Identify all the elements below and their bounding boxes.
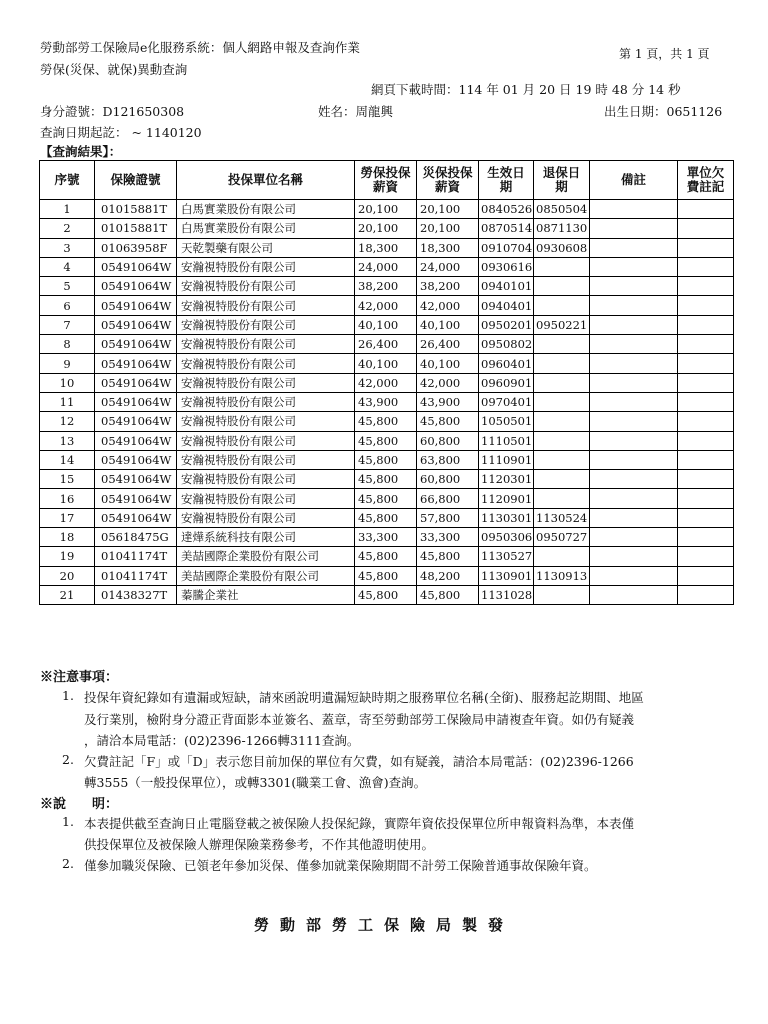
cell-index: 10 xyxy=(40,373,95,392)
table-row xyxy=(40,528,734,547)
note-1-line-1: 投保年資紀錄如有遺漏或短缺，請來函說明遺漏短缺時期之服務單位名稱(全銜)、服務起訖期間、地區 xyxy=(84,690,644,705)
cell-withdraw-date xyxy=(534,450,590,469)
cell-effective-date: 0960901 xyxy=(479,373,534,392)
insured-name: 姓名：周龍興 xyxy=(318,104,394,119)
cell-disaster-salary: 20,100 xyxy=(417,200,479,219)
cell-labor-salary: 42,000 xyxy=(355,373,417,392)
cell-effective-date: 1130301 xyxy=(479,508,534,527)
download-time: 網頁下載時間：114 年 01 月 20 日 19 時 48 分 14 秒 xyxy=(371,82,681,97)
cell-arrears xyxy=(678,354,734,373)
table-row xyxy=(40,335,734,354)
cell-disaster-salary: 66,800 xyxy=(417,489,479,508)
table-row xyxy=(40,566,734,585)
cell-employer: 安瀚視特股份有限公司 xyxy=(177,392,355,411)
cell-index: 16 xyxy=(40,489,95,508)
cell-insurance-no: 05491064W xyxy=(95,373,177,392)
cell-employer: 白馬實業股份有限公司 xyxy=(177,200,355,219)
cell-index: 13 xyxy=(40,431,95,450)
cell-arrears xyxy=(678,238,734,257)
cell-withdraw-date xyxy=(534,392,590,411)
explain-1-line-1: 本表提供截至查詢日止電腦登載之被保險人投保紀錄，實際年資依投保單位所申報資料為準，本表僅 xyxy=(84,816,635,831)
page-info: 第 1 頁，共 1 頁 xyxy=(619,47,710,61)
cell-labor-salary: 45,800 xyxy=(355,585,417,604)
table-row xyxy=(40,547,734,566)
col-header-insurance-no: 保險證號 xyxy=(95,161,177,200)
cell-labor-salary: 24,000 xyxy=(355,257,417,276)
cell-effective-date: 1130527 xyxy=(479,547,534,566)
cell-withdraw-date xyxy=(534,354,590,373)
cell-effective-date: 1130901 xyxy=(479,566,534,585)
cell-employer: 安瀚視特股份有限公司 xyxy=(177,257,355,276)
cell-effective-date: 1120301 xyxy=(479,470,534,489)
cell-employer: 美喆國際企業股份有限公司 xyxy=(177,566,355,585)
cell-remark xyxy=(590,354,678,373)
cell-labor-salary: 33,300 xyxy=(355,528,417,547)
cell-employer: 安瀚視特股份有限公司 xyxy=(177,296,355,315)
cell-employer: 安瀚視特股份有限公司 xyxy=(177,470,355,489)
cell-effective-date: 0940401 xyxy=(479,296,534,315)
cell-arrears xyxy=(678,412,734,431)
col-header-labor-salary xyxy=(355,161,417,200)
cell-index: 14 xyxy=(40,450,95,469)
cell-effective-date: 0840526 xyxy=(479,200,534,219)
cell-employer: 蓁騰企業社 xyxy=(177,585,355,604)
cell-arrears xyxy=(678,547,734,566)
cell-labor-salary: 45,800 xyxy=(355,450,417,469)
cell-effective-date: 0870514 xyxy=(479,219,534,238)
cell-withdraw-date xyxy=(534,547,590,566)
table-row xyxy=(40,219,734,238)
cell-arrears xyxy=(678,450,734,469)
cell-arrears xyxy=(678,392,734,411)
cell-index: 3 xyxy=(40,238,95,257)
cell-remark xyxy=(590,450,678,469)
cell-employer: 天乾製藥有限公司 xyxy=(177,238,355,257)
col-header-disaster-salary xyxy=(417,161,479,200)
cell-remark xyxy=(590,431,678,450)
cell-index: 1 xyxy=(40,200,95,219)
cell-labor-salary: 20,100 xyxy=(355,200,417,219)
cell-index: 5 xyxy=(40,277,95,296)
cell-disaster-salary: 40,100 xyxy=(417,354,479,373)
cell-index: 15 xyxy=(40,470,95,489)
cell-remark xyxy=(590,335,678,354)
id-number: 身分證號：D121650308 xyxy=(40,104,185,119)
cell-insurance-no: 01041174T xyxy=(95,566,177,585)
note-2-line-2: 轉3555（一般投保單位），或轉3301(職業工會、漁會)查詢。 xyxy=(84,775,427,790)
table-row xyxy=(40,508,734,527)
cell-disaster-salary: 42,000 xyxy=(417,373,479,392)
table-row xyxy=(40,489,734,508)
cell-index: 9 xyxy=(40,354,95,373)
cell-withdraw-date xyxy=(534,470,590,489)
cell-arrears xyxy=(678,335,734,354)
issuer-footer: 勞動部勞工保險局製發 xyxy=(253,916,514,934)
cell-withdraw-date xyxy=(534,296,590,315)
cell-disaster-salary: 42,000 xyxy=(417,296,479,315)
cell-employer: 安瀚視特股份有限公司 xyxy=(177,412,355,431)
cell-labor-salary: 40,100 xyxy=(355,315,417,334)
cell-arrears xyxy=(678,277,734,296)
cell-effective-date: 0910704 xyxy=(479,238,534,257)
col-header-arrears-line1: 單位欠 xyxy=(686,165,725,180)
cell-arrears xyxy=(678,219,734,238)
cell-labor-salary: 45,800 xyxy=(355,508,417,527)
cell-disaster-salary: 45,800 xyxy=(417,585,479,604)
cell-index: 11 xyxy=(40,392,95,411)
cell-remark xyxy=(590,200,678,219)
cell-labor-salary: 45,800 xyxy=(355,489,417,508)
cell-labor-salary: 26,400 xyxy=(355,335,417,354)
explain-heading: ※說 明： xyxy=(40,797,119,812)
cell-disaster-salary: 26,400 xyxy=(417,335,479,354)
col-header-employer: 投保單位名稱 xyxy=(177,161,355,200)
birth-date: 出生日期：0651126 xyxy=(604,104,723,119)
cell-insurance-no: 05491064W xyxy=(95,277,177,296)
note-1-line-2: 及行業別，檢附身分證正背面影本並簽名、蓋章，寄至勞動部勞工保險局申請複查年資。如仍有疑義 xyxy=(84,712,635,727)
cell-disaster-salary: 57,800 xyxy=(417,508,479,527)
cell-remark xyxy=(590,547,678,566)
cell-labor-salary: 20,100 xyxy=(355,219,417,238)
cell-disaster-salary: 24,000 xyxy=(417,257,479,276)
cell-effective-date: 0950201 xyxy=(479,315,534,334)
cell-insurance-no: 05491064W xyxy=(95,450,177,469)
cell-insurance-no: 05491064W xyxy=(95,335,177,354)
cell-employer: 白馬實業股份有限公司 xyxy=(177,219,355,238)
col-header-disaster-salary-line1: 災保投保 xyxy=(422,165,473,180)
explain-2-number: 2. xyxy=(62,856,74,871)
cell-withdraw-date: 1130524 xyxy=(534,508,590,527)
cell-index: 21 xyxy=(40,585,95,604)
cell-withdraw-date xyxy=(534,489,590,508)
cell-remark xyxy=(590,508,678,527)
cell-index: 18 xyxy=(40,528,95,547)
cell-arrears xyxy=(678,257,734,276)
query-range: 查詢日期起訖： ~ 1140120 xyxy=(40,125,202,140)
cell-remark xyxy=(590,238,678,257)
cell-arrears xyxy=(678,431,734,450)
cell-remark xyxy=(590,528,678,547)
cell-disaster-salary: 18,300 xyxy=(417,238,479,257)
cell-withdraw-date: 1130913 xyxy=(534,566,590,585)
explain-2-line-1: 僅參加職災保險、已領老年參加災保、僅參加就業保險期間不計勞工保險普通事故保險年資。 xyxy=(84,858,597,873)
cell-index: 20 xyxy=(40,566,95,585)
cell-index: 19 xyxy=(40,547,95,566)
cell-employer: 安瀚視特股份有限公司 xyxy=(177,373,355,392)
cell-employer: 達燁系統科技有限公司 xyxy=(177,528,355,547)
cell-withdraw-date xyxy=(534,431,590,450)
col-header-labor-salary-line2: 薪資 xyxy=(372,179,398,194)
col-header-labor-salary-line1: 勞保投保 xyxy=(360,165,411,180)
col-header-remark: 備註 xyxy=(590,161,678,200)
table-row xyxy=(40,412,734,431)
col-header-arrears-line2: 費註記 xyxy=(686,179,725,194)
cell-labor-salary: 38,200 xyxy=(355,277,417,296)
cell-insurance-no: 05491064W xyxy=(95,470,177,489)
cell-labor-salary: 42,000 xyxy=(355,296,417,315)
cell-labor-salary: 45,800 xyxy=(355,412,417,431)
cell-labor-salary: 40,100 xyxy=(355,354,417,373)
cell-insurance-no: 01438327T xyxy=(95,585,177,604)
cell-index: 17 xyxy=(40,508,95,527)
cell-remark xyxy=(590,257,678,276)
cell-disaster-salary: 33,300 xyxy=(417,528,479,547)
cell-remark xyxy=(590,296,678,315)
col-header-withdraw-date xyxy=(534,161,590,200)
col-header-effective-date-line2: 期 xyxy=(499,179,513,194)
cell-insurance-no: 05491064W xyxy=(95,412,177,431)
cell-remark xyxy=(590,315,678,334)
cell-arrears xyxy=(678,585,734,604)
cell-employer: 安瀚視特股份有限公司 xyxy=(177,354,355,373)
cell-insurance-no: 05491064W xyxy=(95,489,177,508)
note-1-line-3: ，請洽本局電話：(02)2396-1266轉3111查詢。 xyxy=(84,733,360,748)
table-row xyxy=(40,315,734,334)
cell-withdraw-date xyxy=(534,412,590,431)
cell-effective-date: 1131028 xyxy=(479,585,534,604)
cell-labor-salary: 43,900 xyxy=(355,392,417,411)
col-header-index: 序號 xyxy=(40,161,95,200)
cell-effective-date: 1050501 xyxy=(479,412,534,431)
cell-remark xyxy=(590,277,678,296)
report-title: 勞保(災保、就保)異動查詢 xyxy=(40,62,188,77)
cell-employer: 安瀚視特股份有限公司 xyxy=(177,450,355,469)
cell-effective-date: 0930616 xyxy=(479,257,534,276)
cell-disaster-salary: 43,900 xyxy=(417,392,479,411)
cell-arrears xyxy=(678,508,734,527)
cell-arrears xyxy=(678,528,734,547)
col-header-withdraw-date-line1: 退保日 xyxy=(542,165,581,180)
cell-effective-date: 1110901 xyxy=(479,450,534,469)
cell-index: 8 xyxy=(40,335,95,354)
result-heading: 【查詢結果】： xyxy=(40,144,122,159)
cell-effective-date: 0950802 xyxy=(479,335,534,354)
cell-insurance-no: 01063958F xyxy=(95,238,177,257)
cell-effective-date: 0950306 xyxy=(479,528,534,547)
cell-withdraw-date: 0950727 xyxy=(534,528,590,547)
cell-index: 4 xyxy=(40,257,95,276)
cell-insurance-no: 01041174T xyxy=(95,547,177,566)
table-row xyxy=(40,238,734,257)
table-row xyxy=(40,431,734,450)
cell-remark xyxy=(590,489,678,508)
cell-disaster-salary: 60,800 xyxy=(417,431,479,450)
table-row xyxy=(40,200,734,219)
cell-index: 6 xyxy=(40,296,95,315)
cell-labor-salary: 18,300 xyxy=(355,238,417,257)
cell-disaster-salary: 40,100 xyxy=(417,315,479,334)
notes-heading: ※注意事項： xyxy=(40,670,119,685)
cell-remark xyxy=(590,392,678,411)
cell-remark xyxy=(590,219,678,238)
table-row xyxy=(40,450,734,469)
cell-employer: 美喆國際企業股份有限公司 xyxy=(177,547,355,566)
cell-remark xyxy=(590,412,678,431)
cell-arrears xyxy=(678,489,734,508)
cell-employer: 安瀚視特股份有限公司 xyxy=(177,277,355,296)
cell-remark xyxy=(590,470,678,489)
cell-disaster-salary: 38,200 xyxy=(417,277,479,296)
results-table xyxy=(39,160,734,605)
cell-effective-date: 0940101 xyxy=(479,277,534,296)
cell-arrears xyxy=(678,296,734,315)
cell-labor-salary: 45,800 xyxy=(355,431,417,450)
cell-insurance-no: 05618475G xyxy=(95,528,177,547)
cell-labor-salary: 45,800 xyxy=(355,547,417,566)
table-row xyxy=(40,257,734,276)
table-row xyxy=(40,470,734,489)
cell-remark xyxy=(590,373,678,392)
table-row xyxy=(40,354,734,373)
cell-disaster-salary: 63,800 xyxy=(417,450,479,469)
cell-index: 7 xyxy=(40,315,95,334)
cell-arrears xyxy=(678,373,734,392)
cell-remark xyxy=(590,585,678,604)
cell-withdraw-date xyxy=(534,335,590,354)
cell-withdraw-date xyxy=(534,277,590,296)
table-row xyxy=(40,277,734,296)
cell-insurance-no: 05491064W xyxy=(95,431,177,450)
cell-arrears xyxy=(678,470,734,489)
explain-1-line-2: 供投保單位及被保險人辦理保險業務參考，不作其他證明使用。 xyxy=(84,837,435,852)
cell-withdraw-date xyxy=(534,373,590,392)
cell-insurance-no: 01015881T xyxy=(95,200,177,219)
cell-withdraw-date: 0850504 xyxy=(534,200,590,219)
cell-insurance-no: 05491064W xyxy=(95,296,177,315)
cell-disaster-salary: 48,200 xyxy=(417,566,479,585)
cell-insurance-no: 05491064W xyxy=(95,508,177,527)
cell-employer: 安瀚視特股份有限公司 xyxy=(177,315,355,334)
cell-disaster-salary: 60,800 xyxy=(417,470,479,489)
cell-arrears xyxy=(678,200,734,219)
cell-effective-date: 0970401 xyxy=(479,392,534,411)
table-row xyxy=(40,373,734,392)
col-header-disaster-salary-line2: 薪資 xyxy=(434,179,460,194)
cell-withdraw-date xyxy=(534,257,590,276)
note-2-number: 2. xyxy=(62,752,74,767)
cell-employer: 安瀚視特股份有限公司 xyxy=(177,489,355,508)
table-header-row xyxy=(40,161,734,200)
explain-1-number: 1. xyxy=(62,814,74,829)
cell-insurance-no: 05491064W xyxy=(95,315,177,334)
col-header-effective-date-line1: 生效日 xyxy=(487,165,525,180)
col-header-withdraw-date-line2: 期 xyxy=(555,179,568,194)
cell-effective-date: 1110501 xyxy=(479,431,534,450)
cell-labor-salary: 45,800 xyxy=(355,470,417,489)
cell-arrears xyxy=(678,315,734,334)
cell-withdraw-date: 0871130 xyxy=(534,219,590,238)
note-2-line-1: 欠費註記「F」或「D」表示您目前加保的單位有欠費，如有疑義，請洽本局電話：(02)2396-1266 xyxy=(84,754,634,769)
cell-index: 12 xyxy=(40,412,95,431)
cell-labor-salary: 45,800 xyxy=(355,566,417,585)
cell-index: 2 xyxy=(40,219,95,238)
cell-insurance-no: 05491064W xyxy=(95,392,177,411)
system-title: 勞動部勞工保險局e化服務系統：個人網路申報及查詢作業 xyxy=(40,40,360,55)
note-1-number: 1. xyxy=(62,688,74,703)
cell-effective-date: 0960401 xyxy=(479,354,534,373)
cell-withdraw-date: 0930608 xyxy=(534,238,590,257)
cell-employer: 安瀚視特股份有限公司 xyxy=(177,431,355,450)
cell-arrears xyxy=(678,566,734,585)
cell-remark xyxy=(590,566,678,585)
cell-employer: 安瀚視特股份有限公司 xyxy=(177,508,355,527)
cell-effective-date: 1120901 xyxy=(479,489,534,508)
cell-disaster-salary: 45,800 xyxy=(417,412,479,431)
table-row xyxy=(40,585,734,604)
cell-disaster-salary: 20,100 xyxy=(417,219,479,238)
cell-insurance-no: 05491064W xyxy=(95,257,177,276)
cell-insurance-no: 05491064W xyxy=(95,354,177,373)
col-header-arrears xyxy=(678,161,734,200)
table-row xyxy=(40,296,734,315)
cell-employer: 安瀚視特股份有限公司 xyxy=(177,335,355,354)
table-body xyxy=(40,200,734,605)
cell-insurance-no: 01015881T xyxy=(95,219,177,238)
cell-withdraw-date: 0950221 xyxy=(534,315,590,334)
table-row xyxy=(40,392,734,411)
col-header-effective-date xyxy=(479,161,534,200)
cell-withdraw-date xyxy=(534,585,590,604)
cell-disaster-salary: 45,800 xyxy=(417,547,479,566)
